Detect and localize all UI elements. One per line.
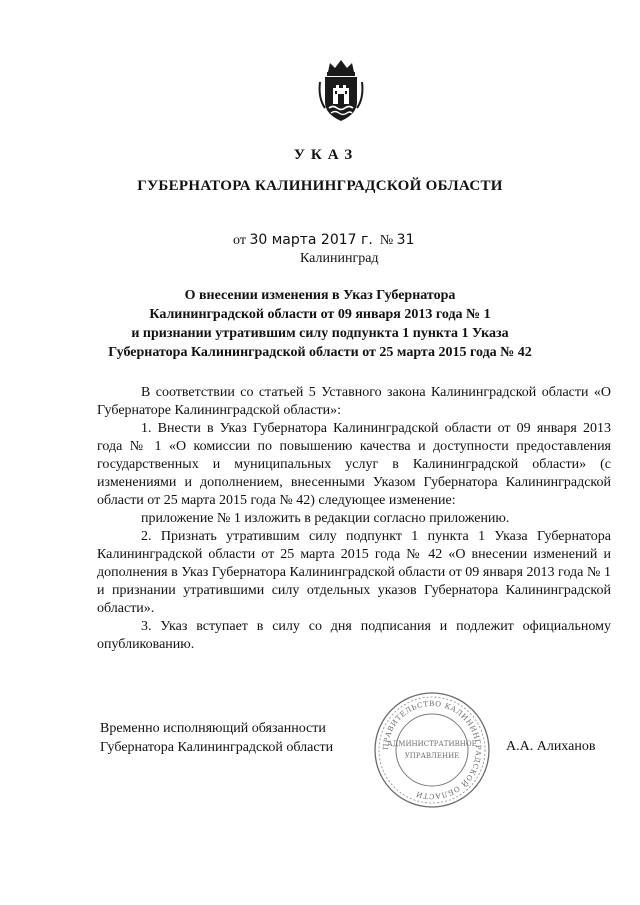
seal-center-line: АДМИНИСТРАТИВНОЕ — [387, 740, 477, 748]
date-number-line — [233, 232, 415, 249]
signatory-position — [100, 719, 333, 757]
title-line: О внесении изменения в Указ Губернатора — [184, 288, 456, 303]
title-line: Калининградской области от 09 января 2013 года № 1 — [149, 307, 491, 322]
paragraph-preamble: В соответствии со статьей 5 Уставного закона Калининградской области «О Губернаторе Калининградской области»: — [97, 385, 611, 418]
date-prefix: от — [233, 233, 246, 248]
document-type: УКАЗ — [293, 147, 359, 163]
city: Калининград — [300, 251, 379, 266]
seal-center-line: УПРАВЛЕНИЕ — [404, 752, 460, 760]
signatory-name: А.А. Алиханов — [506, 739, 596, 754]
position-line: Губернатора Калининградской области — [100, 740, 334, 755]
date-value: 30 марта 2017 г. — [249, 232, 373, 248]
title-line: и признании утратившим силу подпункта 1 пункта 1 Указа — [131, 326, 509, 341]
number-value: 31 — [396, 232, 415, 248]
seal-ring-text: ПРАВИТЕЛЬСТВО КАЛИНИНГРАДСКОЙ ОБЛАСТИ — [380, 698, 484, 802]
paragraph-item-1: 1. Внести в Указ Губернатора Калининградской области от 09 января 2013 года № 1 «О комиссии по повышению качества и доступности предоставления государственных и муниципальных услуг в Калининградской области» (с изменениями и дополнением, внесенными Указом Губернатора Калининградской области от 25 марта 2015 года № 42) следующее изменение: — [97, 421, 611, 508]
paragraph-item-2: 2. Признать утратившим силу подпункт 1 пункта 1 Указа Губернатора Калининградской области от 25 марта 2015 года № 42 «О внесении изменений и дополнения в Указ Губернатора Калининградской области от 09 января 2013 года № 1 и признании утратившими силу отдельных указов Губернатора Калининградской области». — [97, 529, 611, 616]
title-line: Губернатора Калининградской области от 25 марта 2015 года № 42 — [108, 345, 532, 360]
issuer-title: ГУБЕРНАТОРА КАЛИНИНГРАДСКОЙ ОБЛАСТИ — [137, 178, 503, 194]
coat-of-arms-icon — [316, 58, 366, 124]
number-prefix: № — [379, 233, 394, 248]
paragraph-item-3: 3. Указ вступает в силу со дня подписания и подлежит официальному опубликованию. — [97, 619, 611, 652]
document-body — [97, 384, 611, 654]
paragraph-item-1-text: приложение № 1 изложить в редакции согласно приложению. — [141, 511, 510, 526]
document-title — [0, 286, 640, 362]
position-line: Временно исполняющий обязанности — [100, 721, 326, 736]
official-seal-stamp — [372, 690, 492, 810]
